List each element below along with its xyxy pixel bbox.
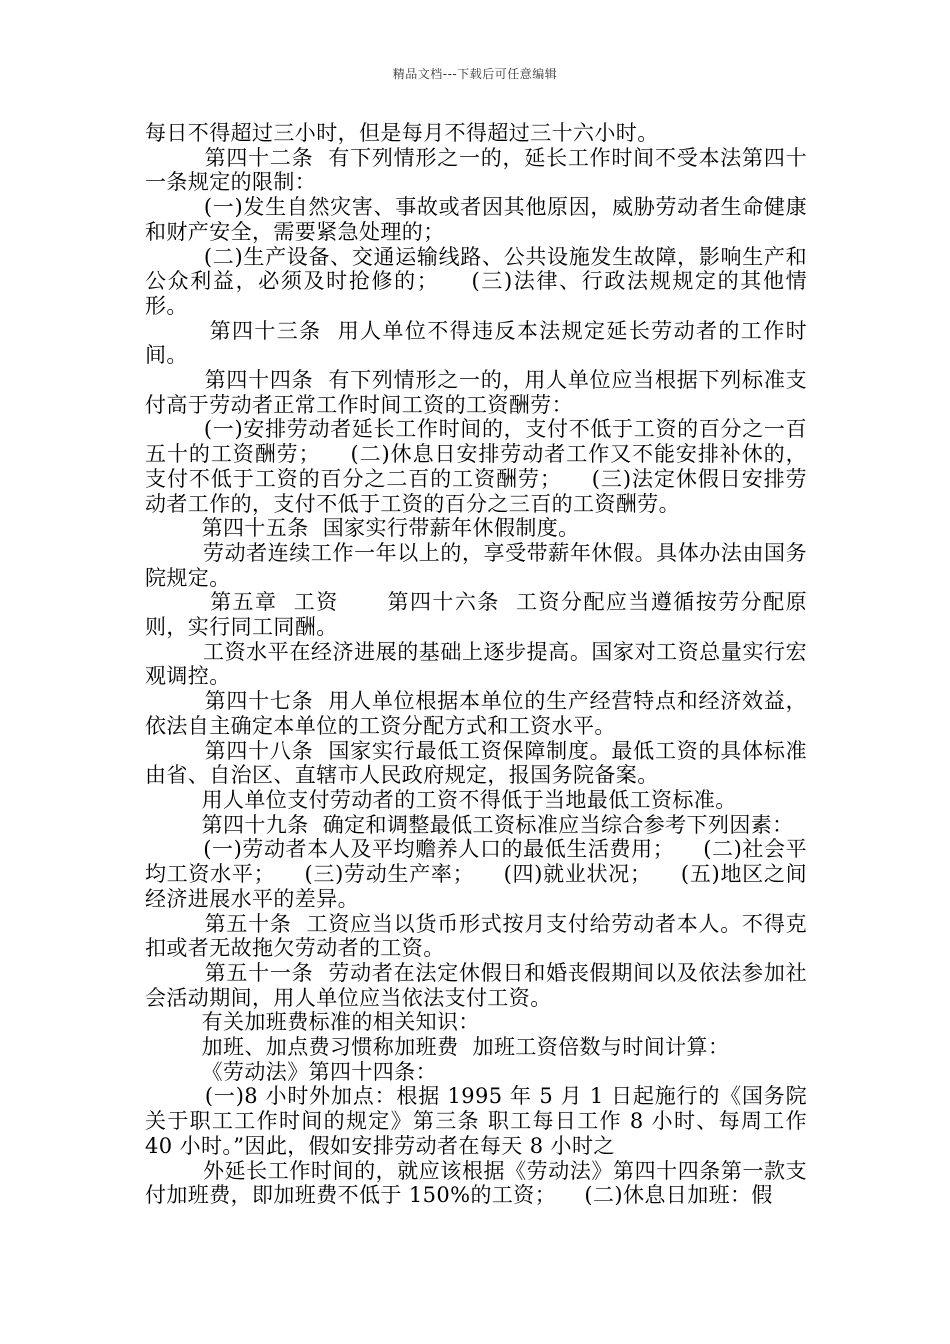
- page-header: 精品文档---下载后可任意编辑: [392, 67, 558, 81]
- paragraph: 第四十五条 国家实行带薪年休假制度。: [145, 516, 580, 541]
- paragraph: 劳动者连续工作一年以上的，享受带薪年休假。具体办法由国务院规定。: [145, 540, 808, 590]
- paragraph: (一)安排劳动者延长工作时间的，支付不低于工资的百分之一百五十的工资酬劳； (二)休息日安排劳动者工作又不能安排补休的，支付不低于工资的百分之二百的工资酬劳； (三)法定休假日安排劳动者工作的，支付不低于工资的百分之三百的工资酬劳。: [145, 417, 807, 516]
- paragraph: 用人单位支付劳动者的工资不得低于当地最低工资标准。: [145, 787, 737, 812]
- paragraph: (一)劳动者本人及平均赡养人口的最低生活费用； (二)社会平均工资水平； (三)劳动生产率； (四)就业状况； (五)地区之间经济进展水平的差异。: [145, 837, 807, 911]
- paragraph: 第五十一条 劳动者在法定休假日和婚丧假期间以及依法参加社会活动期间，用人单位应当依法支付工资。: [145, 960, 807, 1010]
- paragraph: 第四十八条 国家实行最低工资保障制度。最低工资的具体标准由省、自治区、直辖市人民政府规定，报国务院备案。: [145, 738, 807, 788]
- paragraph: 第五十条 工资应当以货币形式按月支付给劳动者本人。不得克扣或者无故拖欠劳动者的工资。: [145, 911, 807, 961]
- paragraph: 《劳动法》第四十四条：: [145, 1059, 438, 1084]
- paragraph: (二)生产设备、交通运输线路、公共设施发生故障，影响生产和公众利益，必须及时抢修的； (三)法律、行政法规规定的其他情形。: [145, 244, 807, 318]
- paragraph: 工资水平在经济进展的基础上逐步提高。国家对工资总量实行宏观调控。: [145, 639, 808, 689]
- paragraph: 第五章 工资 第四十六条 工资分配应当遵循按劳分配原则，实行同工同酬。: [145, 590, 807, 640]
- paragraph: (一)8 小时外加点：根据 1995 年 5 月 1 日起施行的《国务院关于职工工作时间的规定》第三条 职工每日工作 8 小时、每周工作 40 小时。”因此，假如安排劳动者在每天 8 小时之: [145, 1084, 815, 1158]
- document-body: [145, 121, 815, 1208]
- paragraph: 第四十三条 用人单位不得违反本法规定延长劳动者的工作时间。: [145, 318, 807, 368]
- paragraph: 第四十九条 确定和调整最低工资标准应当综合参考下列因素：: [145, 812, 794, 837]
- paragraph: (一)发生自然灾害、事故或者因其他原因，威胁劳动者生命健康和财产安全，需要紧急处理的；: [145, 195, 807, 244]
- paragraph: 外延长工作时间的，就应该根据《劳动法》第四十四条第一款支付加班费，即加班费不低于 150%的工资； (二)休息日加班：假: [145, 1158, 808, 1208]
- paragraph: 第四十四条 有下列情形之一的，用人单位应当根据下列标准支付高于劳动者正常工作时间工资的工资酬劳：: [145, 368, 807, 417]
- paragraph: 第四十七条 用人单位根据本单位的生产经营特点和经济效益，依法自主确定本单位的工资分配方式和工资水平。: [145, 689, 807, 738]
- paragraph: 每日不得超过三小时，但是每月不得超过三十六小时。: [145, 121, 659, 145]
- paragraph: 第四十二条 有下列情形之一的，延长工作时间不受本法第四十一条规定的限制：: [145, 145, 807, 195]
- paragraph: 有关加班费标准的相关知识：: [145, 1010, 480, 1035]
- paragraph: 加班、加点费习惯称加班费 加班工资倍数与时间计算：: [145, 1035, 730, 1060]
